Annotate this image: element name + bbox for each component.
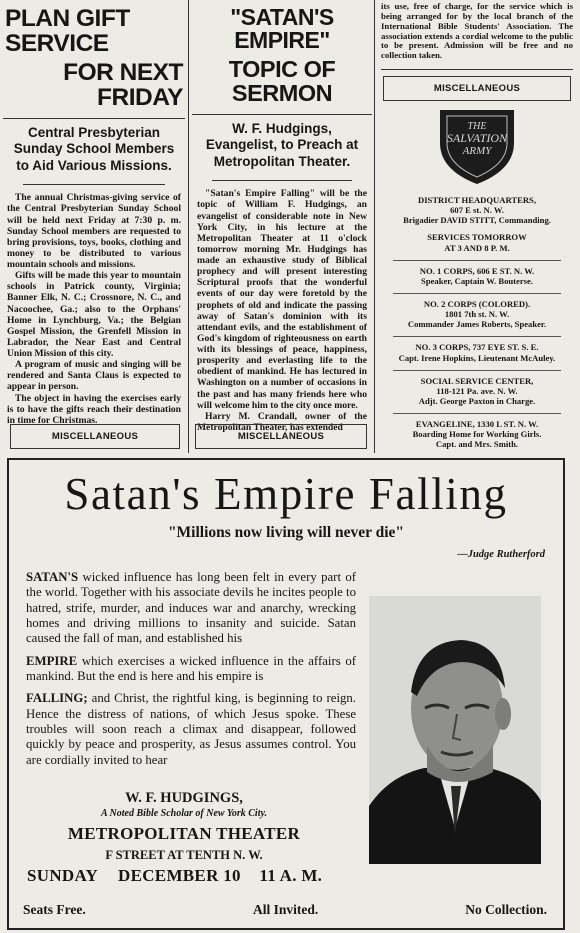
satans-empire-body — [192, 188, 372, 433]
salvation-army-column — [377, 0, 577, 457]
ad-attribution: —Judge Rutherford — [457, 549, 545, 560]
speaker-name: W. F. HUDGINGS, — [125, 790, 243, 806]
listing-line: Adjt. George Paxton in Charge. — [418, 396, 536, 407]
shield-text-line: SALVATION — [446, 131, 508, 146]
column-rule — [374, 0, 375, 453]
ad-date: DECEMBER 10 — [118, 866, 241, 885]
paragraph: The object in having the exercises early is to have the gifts reach their destination in time for Christmas. — [7, 392, 181, 426]
listing-line: 118-121 Pa. ave. N. W. — [436, 385, 518, 396]
shield-text-line: ARMY — [462, 145, 492, 158]
ad-title: Satan's Empire Falling — [64, 469, 508, 519]
salvation-army-listings — [377, 195, 577, 450]
listing-line: Speaker, Captain W. Bouterse. — [421, 275, 533, 286]
speaker-description: A Noted Bible Scholar of New York City. — [100, 808, 268, 819]
paragraph: A program of music and singing will be rendered and Santa Claus is expected to appear in person. — [7, 359, 181, 393]
paragraph: The annual Christmas-giving service of the Central Presbyterian Sunday School will be held next Friday at 7:30 p. m. Sunday School members are requested to bring provisions, toys, books, clothing and money to be distributed to various mountain schools and missions. — [7, 192, 181, 271]
headline-line-1: "SATAN'S EMPIRE" — [230, 4, 334, 54]
seats-free: Seats Free. — [23, 902, 86, 917]
ad-day: SUNDAY — [27, 866, 98, 885]
salvation-army-shield — [377, 107, 577, 185]
satans-empire-headline — [192, 0, 372, 106]
listing-line: EVANGELINE, 1330 L ST. N. W. — [415, 419, 539, 430]
ad-body — [26, 570, 356, 775]
ad-paragraph — [26, 570, 356, 647]
ad-paragraph-lead: EMPIRE — [26, 653, 78, 668]
ad-paragraph-lead: FALLING; — [26, 691, 88, 706]
portrait-image — [369, 596, 541, 864]
listing-line: 607 E st. N. W. — [450, 205, 504, 216]
listing-line: Commander James Roberts, Speaker. — [407, 319, 547, 330]
listing-line: NO. 3 CORPS, 737 EYE ST. S. E. — [415, 342, 539, 353]
listing-line: Capt. and Mrs. Smith. — [435, 439, 519, 450]
listing-line: SOCIAL SERVICE CENTER, — [420, 375, 534, 386]
article-continuation: its use, free of charge, for the service which is being arranged for by the local branch of the International Bible Students' Association. The association extends a cordial welcome to the public to be present. Admission will be free and no collection taken. — [381, 1, 573, 61]
shield-text-line: THE — [467, 121, 487, 133]
no-collection: No Collection. — [465, 902, 547, 917]
ad-paragraph — [26, 691, 356, 768]
gift-service-subhead: Central Presbyterian Sunday School Members to Aid Various Missions. — [13, 124, 175, 173]
paragraph: Harry M. Crandall, owner of the Metropolitan Theater, has extended — [197, 410, 367, 433]
divider — [381, 69, 573, 70]
venue-name: METROPOLITAN THEATER — [67, 824, 301, 843]
ad-paragraph-text: and Christ, the rightful king, is beginning to reign. Hence the distress of nations, of which Jesus spoke. These troubles will soon reach a climax and disappear, followed quickly by peace and prosperity, as Jesus assumes control. You are cordially invited to hear — [26, 691, 356, 767]
listing-line: AT 3 AND 8 P. M. — [444, 242, 510, 253]
listing-line: SERVICES TOMORROW — [427, 232, 527, 243]
speaker-portrait — [369, 596, 541, 864]
listing-line: Boarding Home for Working Girls. — [412, 429, 542, 440]
gift-service-body — [3, 192, 185, 426]
satans-empire-subhead: W. F. Hudgings, Evangelist, to Preach at Metropolitan Theater. — [205, 120, 359, 169]
listing-line: Capt. Irene Hopkins, Lieutenant McAuley. — [398, 352, 556, 363]
listing-corps-1 — [381, 266, 573, 286]
misc-label-left: MISCELLANEOUS — [10, 424, 180, 449]
divider — [23, 184, 165, 185]
ad-paragraph — [26, 654, 356, 685]
listing-services — [381, 232, 573, 252]
misc-label-middle: MISCELLANEOUS — [195, 424, 367, 449]
ad-paragraph-text: wicked influence has long been felt in every part of the world. Together with his associate devils he incites people to hatred, strife, murder, and induces war and anarchy, wrecking homes and driving millions to insanity and suicide. Satan caused the fall of man, and established his — [26, 570, 356, 646]
ad-date-line — [27, 866, 367, 886]
listing-evangeline — [381, 419, 573, 449]
all-invited: All Invited. — [253, 902, 319, 917]
listing-hq — [381, 195, 573, 225]
venue-address: F STREET AT TENTH N. W. — [105, 848, 263, 862]
shield-text — [435, 121, 519, 157]
ad-time: 11 A. M. — [259, 866, 323, 885]
headline-line-1: PLAN GIFT SERVICE — [5, 5, 130, 57]
article-gift-service — [3, 0, 185, 426]
listing-social-service — [381, 376, 573, 406]
column-rule — [188, 0, 189, 453]
misc-label-right: MISCELLANEOUS — [383, 76, 571, 101]
gift-service-headline — [3, 0, 185, 110]
listing-corps-2 — [381, 299, 573, 329]
listing-corps-3 — [381, 342, 573, 362]
ad-paragraph-text: which exercises a wicked influence in the affairs of mankind. But the end is here and his empire is — [26, 653, 356, 684]
listing-line: DISTRICT HEADQUARTERS, — [418, 195, 536, 206]
paragraph: "Satan's Empire Falling" will be the topic of William F. Hudgings, an evangelist of considerable note in New York City, in his lecture at the Metropolitan Theater at 11 o'clock tomorrow morning Mr. Hudgings has made an exhaustive study of Biblical prophecy and will present interesting Scriptural proofs that the wonderful events of our day were foretold by the prophets of old and indicate the passing away of Satan's dominion with its attendant evils, and the establishment of God's kingdom of righteousness on earth with its blessings of peace, happiness, prosperity and everlasting life to the obedient of mankind. He has lectured in Washington on a number of occasions in the past and has many friends here who will welcome him to the city once more. — [197, 188, 367, 411]
listing-line: NO. 2 CORPS (COLORED). — [423, 299, 531, 310]
divider — [192, 114, 372, 115]
ad-speaker-block — [9, 790, 359, 863]
ad-quote: "Millions now living will never die" — [167, 524, 405, 541]
article-satans-empire — [192, 0, 372, 433]
listing-line: NO. 1 CORPS, 606 E ST. N. W. — [419, 265, 535, 276]
paragraph: Gifts will be made this year to mountain schools in Patrick county, Virginia; Banner Elk, N. C.; Crossnore, N. C., and Nacoochee, Ga.; also to the Orphans' Home in Lynchburg, Va.; the Belgian Gospel Mission, the Grenfell Mission in Labrador, the Near East and Central Union Mission of this city. — [7, 270, 181, 360]
divider — [3, 118, 185, 119]
listing-line: 1801 7th st. N. W. — [444, 309, 510, 320]
divider — [212, 180, 352, 181]
headline-line-2: TOPIC OF SERMON — [228, 55, 336, 106]
ad-paragraph-lead: SATAN'S — [26, 570, 79, 584]
satans-empire-advertisement — [7, 458, 565, 930]
headline-line-2: FOR NEXT FRIDAY — [63, 58, 183, 111]
listing-line: Brigadier DAVID STITT, Commanding. — [403, 215, 551, 226]
